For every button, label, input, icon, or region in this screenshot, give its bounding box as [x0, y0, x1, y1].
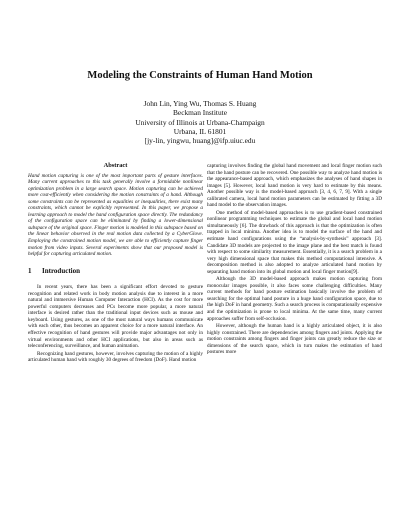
affiliation-institute: Beckman Institute — [173, 108, 227, 118]
author-names: John Lin, Ying Wu, Thomas S. Huang — [143, 99, 257, 108]
abstract-heading: Abstract — [103, 162, 128, 169]
author-block — [0, 99, 400, 145]
affiliation-university: University of Illinois at Urbana-Champaign — [135, 117, 265, 127]
author-email: [jy-lin, yingwu, huang]@ifp.uiuc.edu — [144, 136, 256, 146]
body-paragraph-2: One method of model-based approaches is to use gradient-based constrained nonlinear programming techniques to estimate the global and local hand motion simultaneously [6]. The drawback of this approach is that the optimization is often trapped in local minima. Another idea is to model the surface of the hand and estimate hand configurations using the “analysis-by-synthesis” approach [3]. Candidate 3D models are projected to the image plane and the best match is found with respect to some similarity measurement. Essentially, it is a search problem in a very high dimensional space that makes this method computational intensive. A decomposition method is also adopted to analyze articulated hand motion by separating hand motion into its global motion and local finger motion[9]. — [207, 209, 382, 275]
paper-title: Modeling the Constraints of Human Hand Motion — [87, 70, 313, 81]
body-paragraph-4: However, although the human hand is a highly articulated object, it is also highly constrained. There are dependencies among fingers and joints. Applying the motion constraints among fingers and finger joints can greatly reduce the size or dimensions of the search space, which in turn makes the estimation of hand postures more — [207, 323, 382, 356]
section-number: 1 — [28, 266, 32, 275]
affiliation-city: Urbana, IL 61801 — [173, 126, 227, 136]
intro-paragraph-1: In recent years, there has been a significant effort devoted to gesture recognition and related work in body motion analysis due to interest in a more natural and immersive Human Computer Interaction (HCI). As the cost for more powerful computers decreases and PCs become more popular, a more natural interface is desired rather than the traditional input devices such as mouse and keyboard. Using gestures, as one of the most natural ways humans communicate with each other, thus becomes an apparent choice for a more natural interface. An effective recognition of hand gestures will provide major advantages not only in virtual environments and other HCI applications, but also in areas such as teleconferencing, surveillance, and human animation. — [28, 284, 203, 350]
right-column — [207, 163, 382, 357]
section-heading-introduction — [28, 268, 203, 275]
intro-paragraph-2: Recognizing hand gestures, however, involves capturing the motion of a highly articulated human hand with roughly 30 degrees of freedom (DoF). Hand motion — [28, 350, 203, 364]
body-paragraph-1: capturing involves finding the global hand movement and local finger motion such that the hand posture can be recovered. One possible way to analyze hand motion is the appearance-based approach, which emphasizes the analyses of hand shapes in images [5]. However, local hand motion is very hard to estimate by this means. Another possible way is the model-based approach [3, 4, 6, 7, 9]. With a single calibrated camera, local hand motion parameters can be estimated by fitting a 3D hand model to the observation images. — [207, 163, 382, 209]
section-title: Introduction — [42, 266, 80, 275]
left-column — [28, 163, 203, 365]
body-paragraph-3: Although the 3D model-based approach makes motion capturing from monocular images possible, it also faces some challenging difficulties. Many current methods for hand posture estimation basically involve the problem of searching for the optimal hand posture in a huge hand configuration space, due to the high DoF in hand geometry. Such a search process is computationally expensive and the optimization is prone to local minima. At the same time, many current approaches suffer from self-occlusion. — [207, 276, 382, 322]
abstract-body: Hand motion capturing is one of the most important parts of gesture interfaces. Many current approaches to this task generally involve a formidable nonlinear optimization problem in a large search space. Motion capturing can be achieved more cost-efficiently when considering the motion constraints of a hand. Although some constraints can be represented as equalities or inequalities, there exist many constraints, which cannot be explicitly represented. In this paper, we propose a learning approach to model the hand configuration space directly. The redundancy of the configuration space can be eliminated by finding a lower-dimensional subspace of the original space. Finger motion is modeled in this subspace based on the linear behavior observed in the real motion data collected by a CyberGlove. Employing the constrained motion model, we are able to efficiently capture finger motion from video inputs. Several experiments show that our proposed model is helpful for capturing articulated motion. — [28, 172, 203, 258]
